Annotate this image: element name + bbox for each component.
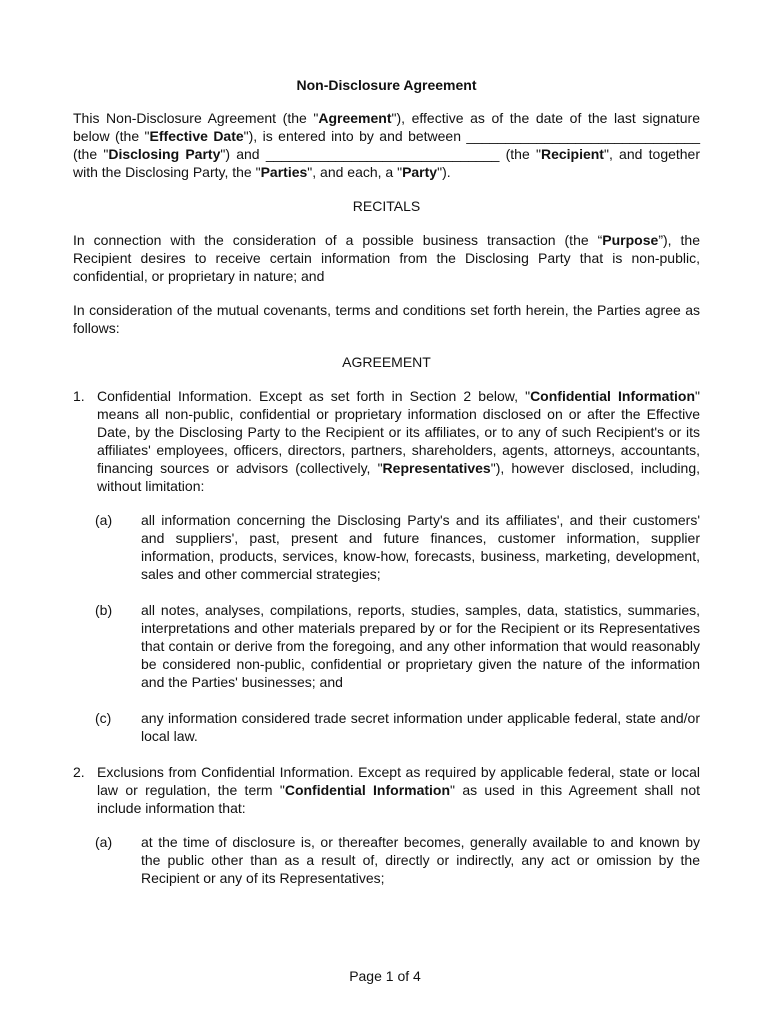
intro-text-5: ", and together with the Disclosing Party, the " — [73, 146, 701, 180]
recitals-heading: RECITALS — [352, 198, 421, 214]
section-1-item-c-label: (c) — [95, 710, 112, 726]
recital-1-text-2: ”), the Recipient desires to receive certain information from the Disclosing Party that is non-public, confidential, or proprietary in nature; and — [73, 232, 700, 284]
intro-text-3: "), is entered into by and between ______________________________ (the " — [73, 128, 701, 162]
section-1-item-b — [73, 601, 700, 691]
section-1-item-a-text: all information concerning the Disclosing Party's and its affiliates', and their customers' and suppliers', past, present and future finances, customer information, supplier information, products, services, know-how, forecasts, business, marketing, development, sales and other commercial strategies; — [141, 512, 700, 582]
intro-term-recipient: Recipient — [540, 146, 604, 162]
section-2-item-a-label: (a) — [95, 834, 113, 850]
document-title: Non-Disclosure Agreement — [296, 77, 477, 93]
section-1-item-c — [73, 709, 700, 745]
intro-term-parties: Parties — [260, 164, 308, 180]
intro-text-4: ") and ______________________________ (the " — [220, 146, 541, 162]
section-2 — [73, 763, 700, 817]
section-1 — [73, 387, 700, 495]
section-1-text-2: " means all non-public, confidential or proprietary information disclosed on or after the Effective Date, by the Disclosing Party to the Recipient or its affiliates, or to any of such Recipient's or its affiliates' employees, officers, directors, partners, shareholders, agents, attorneys, accountants, financing sources or advisors (collectively, " — [97, 388, 701, 476]
intro-text-6: ", and each, a " — [307, 164, 403, 180]
recital-1-text-1: In connection with the consideration of a possible business transaction (the “ — [73, 232, 603, 248]
intro-term-disclosing-party: Disclosing Party — [108, 146, 221, 162]
intro-text-1: This Non-Disclosure Agreement (the " — [73, 110, 319, 126]
section-1-item-a — [73, 511, 700, 583]
section-2-number: 2. — [73, 764, 85, 780]
section-1-text-3: "), however disclosed, including, without limitation: — [97, 460, 700, 494]
intro-text-2: "), effective as of the date of the last signature below (the " — [73, 110, 700, 144]
section-1-term-confidential-information: Confidential Information — [530, 388, 696, 404]
recital-paragraph-1 — [73, 231, 700, 285]
section-2-text-2: " as used in this Agreement shall not include information that: — [97, 782, 701, 816]
section-2-term-confidential-information: Confidential Information — [284, 782, 451, 798]
section-1-text-1: Confidential Information. Except as set forth in Section 2 below, " — [97, 388, 531, 404]
section-1-number: 1. — [73, 388, 85, 404]
agreement-heading: AGREEMENT — [342, 354, 431, 370]
intro-paragraph — [73, 109, 700, 181]
section-1-term-representatives: Representatives — [382, 460, 491, 476]
section-2-item-a — [73, 833, 700, 887]
section-2-text-1: Exclusions from Confidential Information. Except as required by applicable federal, state or local law or regulation, the term " — [97, 764, 700, 798]
section-1-item-a-label: (a) — [95, 512, 113, 528]
section-2-item-a-text: at the time of disclosure is, or thereafter becomes, generally available to and known by the public other than as a result of, directly or indirectly, any act or omission by the Recipient or any of its Representatives; — [141, 834, 700, 886]
recital-paragraph-2: In consideration of the mutual covenants, terms and conditions set forth herein, the Parties agree as follows: — [73, 302, 700, 336]
intro-term-agreement: Agreement — [318, 110, 392, 126]
intro-term-effective-date: Effective Date — [149, 128, 244, 144]
section-1-item-c-text: any information considered trade secret information under applicable federal, state and/or local law. — [141, 710, 700, 744]
intro-term-party: Party — [402, 164, 438, 180]
document-body — [73, 76, 700, 905]
page-number-footer: Page 1 of 4 — [349, 968, 421, 984]
section-1-item-b-text: all notes, analyses, compilations, reports, studies, samples, data, statistics, summaries, interpretations and other materials prepared by or for the Recipient or its Representatives that contain or derive from the foregoing, and any other information that would reasonably be considered non-public, confidential or proprietary given the nature of the information and the Parties' businesses; and — [141, 602, 700, 690]
recital-term-purpose: Purpose — [602, 232, 659, 248]
intro-text-7: "). — [437, 164, 451, 180]
section-1-item-b-label: (b) — [95, 602, 113, 618]
